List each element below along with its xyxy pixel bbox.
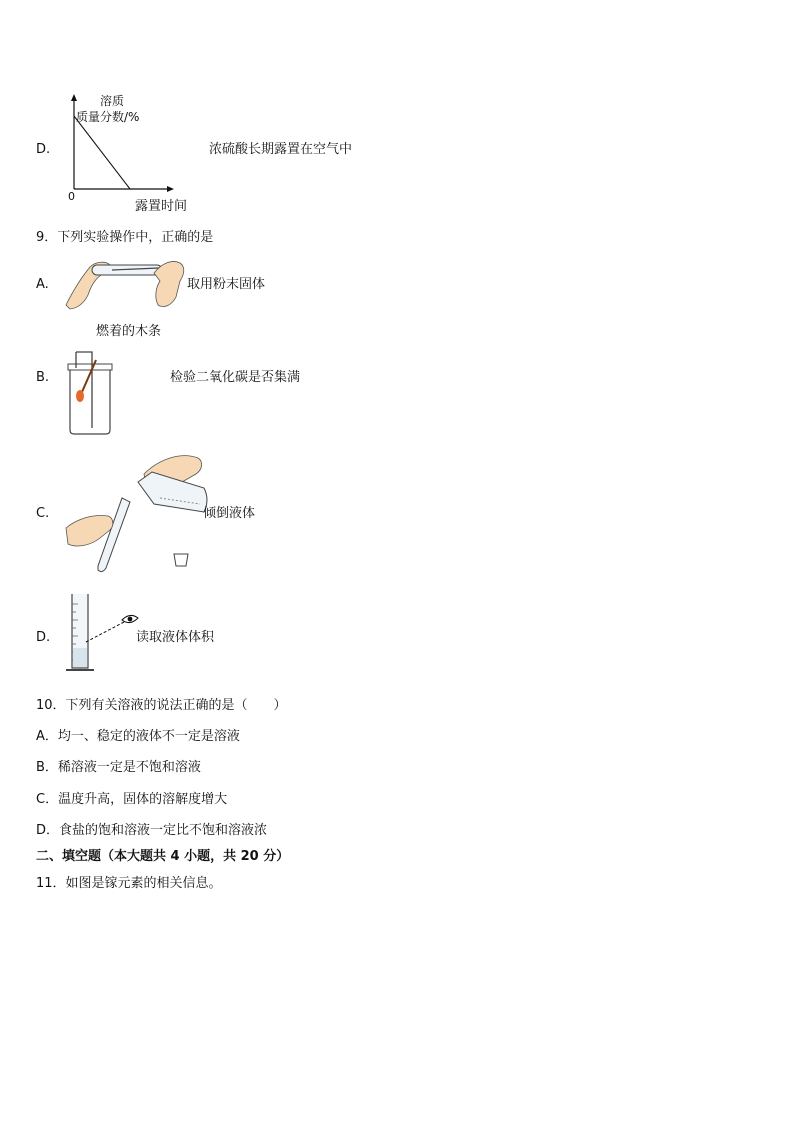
q9-a-text: 取用粉末固体 — [187, 277, 266, 292]
q9-stem: 9．下列实验操作中，正确的是 — [36, 230, 214, 245]
chart-xlabel: 露置时间 — [135, 199, 188, 214]
q9-d-letter: D. — [36, 630, 51, 645]
cylinder-liquid-icon — [73, 648, 87, 667]
q9-a-letter: A. — [36, 277, 49, 292]
q9-b-figure-gas-bottle — [62, 348, 122, 436]
lower-hand-icon — [66, 516, 113, 547]
gas-bottle-icon — [70, 368, 110, 434]
q10-option-d: D．食盐的饱和溶液一定比不饱和溶液浓 — [36, 823, 268, 838]
q10-stem: 10．下列有关溶液的说法正确的是（ ） — [36, 698, 287, 713]
q10-option-a: A．均一、稳定的液体不一定是溶液 — [36, 729, 240, 744]
q9-a-figure-powder-tube — [62, 253, 188, 311]
delivery-tube-icon — [76, 352, 92, 428]
q8-option-d-letter: D. — [36, 142, 51, 157]
chart-series-line — [74, 116, 130, 189]
chart-y-axis-arrow — [71, 94, 77, 101]
reagent-bottle-icon — [138, 472, 207, 512]
q9-b-caption: 燃着的木条 — [96, 324, 162, 339]
q11-stem: 11．如图是镓元素的相关信息。 — [36, 876, 222, 891]
q9-d-figure-cylinder — [62, 590, 144, 682]
q9-c-letter: C. — [36, 506, 50, 521]
q9-c-text: 倾倒液体 — [203, 506, 256, 521]
sight-line-icon — [86, 622, 124, 642]
chart-x-axis-arrow — [167, 186, 174, 192]
glass-plate-icon — [68, 364, 112, 370]
test-tube-icon — [92, 265, 162, 275]
stopper-icon — [174, 554, 188, 566]
chart-origin-label: 0 — [68, 190, 75, 203]
q9-b-letter: B. — [36, 370, 50, 385]
q10-option-c: C．温度升高，固体的溶解度增大 — [36, 792, 228, 807]
q9-b-text: 检验二氧化碳是否集满 — [170, 370, 301, 385]
right-hand-icon — [154, 261, 184, 306]
q9-c-figure-pouring — [64, 448, 214, 578]
chart-ylabel-line1: 溶质 — [100, 94, 125, 108]
q9-d-text: 读取液体体积 — [136, 630, 215, 645]
chart-ylabel-line2: 质量分数/% — [76, 110, 140, 124]
q8-option-d-text: 浓硫酸长期露置在空气中 — [209, 142, 353, 157]
section-2-heading: 二、填空题（本大题共 4 小题，共 20 分） — [36, 849, 290, 864]
q8-line-chart — [60, 90, 190, 215]
flame-icon — [76, 390, 84, 402]
q10-option-b: B．稀溶液一定是不饱和溶液 — [36, 760, 201, 775]
